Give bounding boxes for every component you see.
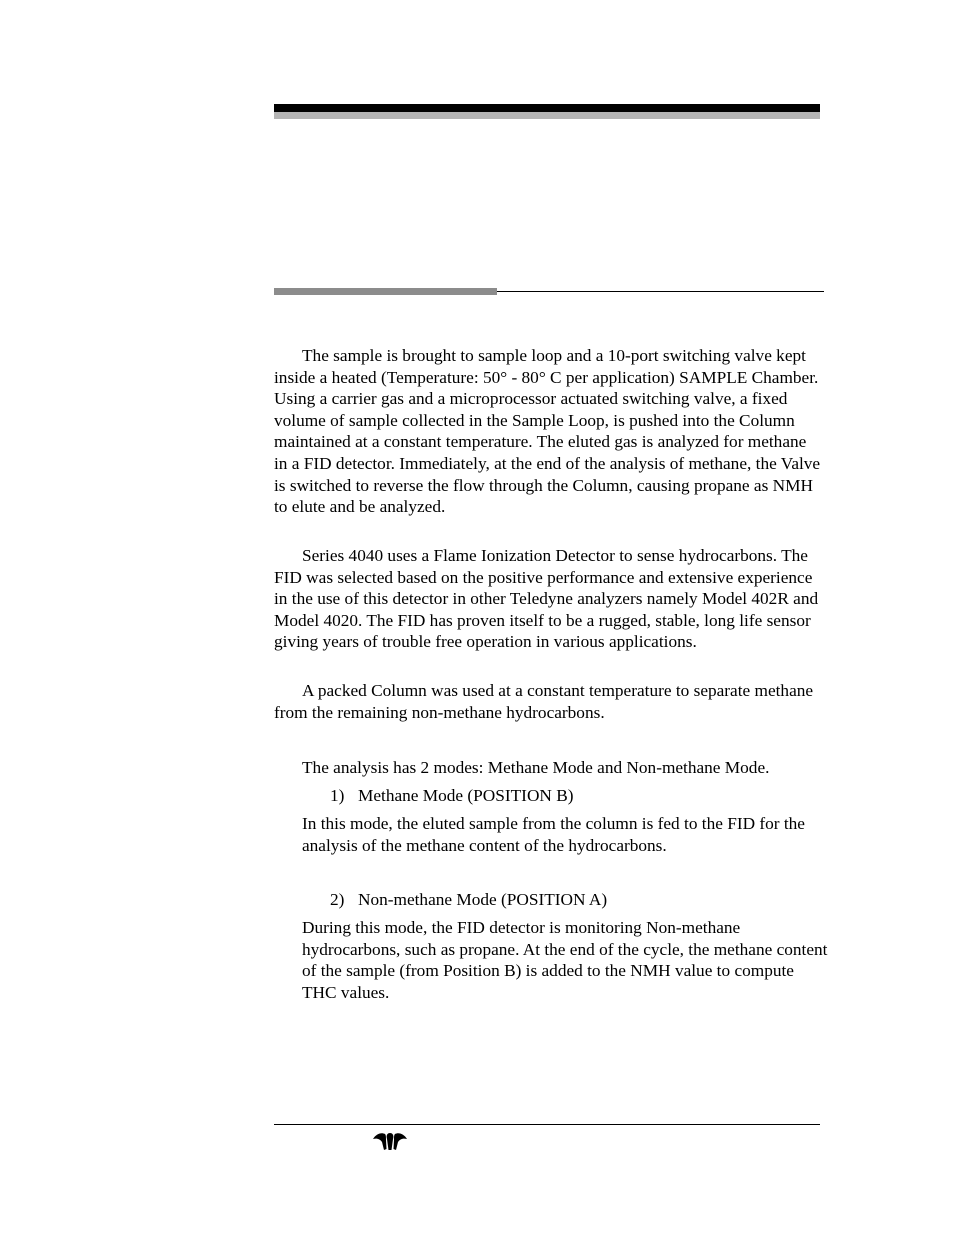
body-paragraph-sample-flow: The sample is brought to sample loop and a 10-port switching valve kept inside a heated (Temperature: 50° - 80° C per application) SAMPLE Chamber. Using a carrier gas and a microprocessor actuated switching valve, a fixed volume of sample collected in the Sample Loop, is pushed into the Column maintained at a constant temperature. The eluted gas is analyzed for methane in a FID detector. Immediately, at the end of the analysis of methane, the Valve is switched to reverse the flow through the Column, causing propane as NMH to elute and be analyzed.	[274, 346, 821, 517]
section-rule-thick	[274, 288, 497, 295]
teledyne-logo-icon	[372, 1130, 408, 1152]
body-paragraph-analysis-modes: The analysis has 2 modes: Methane Mode and Non-methane Mode.	[302, 758, 770, 777]
header-rule-black	[274, 104, 820, 112]
mode-description-non-methane: During this mode, the FID detector is monitoring Non-methane hydrocarbons, such as propane. At the end of the cycle, the methane content of the sample (from Position B) is added to the NMH value to compute THC values.	[302, 918, 828, 1002]
mode-number: 2)	[330, 890, 345, 909]
body-paragraph-packed-column: A packed Column was used at a constant temperature to separate methane from the remaining non-methane hydrocarbons.	[274, 681, 814, 722]
mode-title: Methane Mode (POSITION B)	[358, 786, 574, 805]
mode-number: 1)	[330, 786, 345, 805]
section-rule-thin	[497, 291, 824, 292]
body-paragraph-fid-detector: Series 4040 uses a Flame Ionization Detector to sense hydrocarbons. The FID was selected based on the positive performance and extensive experience in the use of this detector in other Teledyne analyzers namely Model 402R and Model 4020. The FID has proven itself to be a rugged, stable, long life sensor giving years of trouble free operation in various applications.	[274, 546, 819, 652]
mode-title: Non-methane Mode (POSITION A)	[358, 890, 608, 909]
footer-rule	[274, 1124, 820, 1125]
header-rule-gray	[274, 112, 820, 119]
mode-description-methane: In this mode, the eluted sample from the column is fed to the FID for the analysis of the methane content of the hydrocarbons.	[302, 814, 805, 855]
